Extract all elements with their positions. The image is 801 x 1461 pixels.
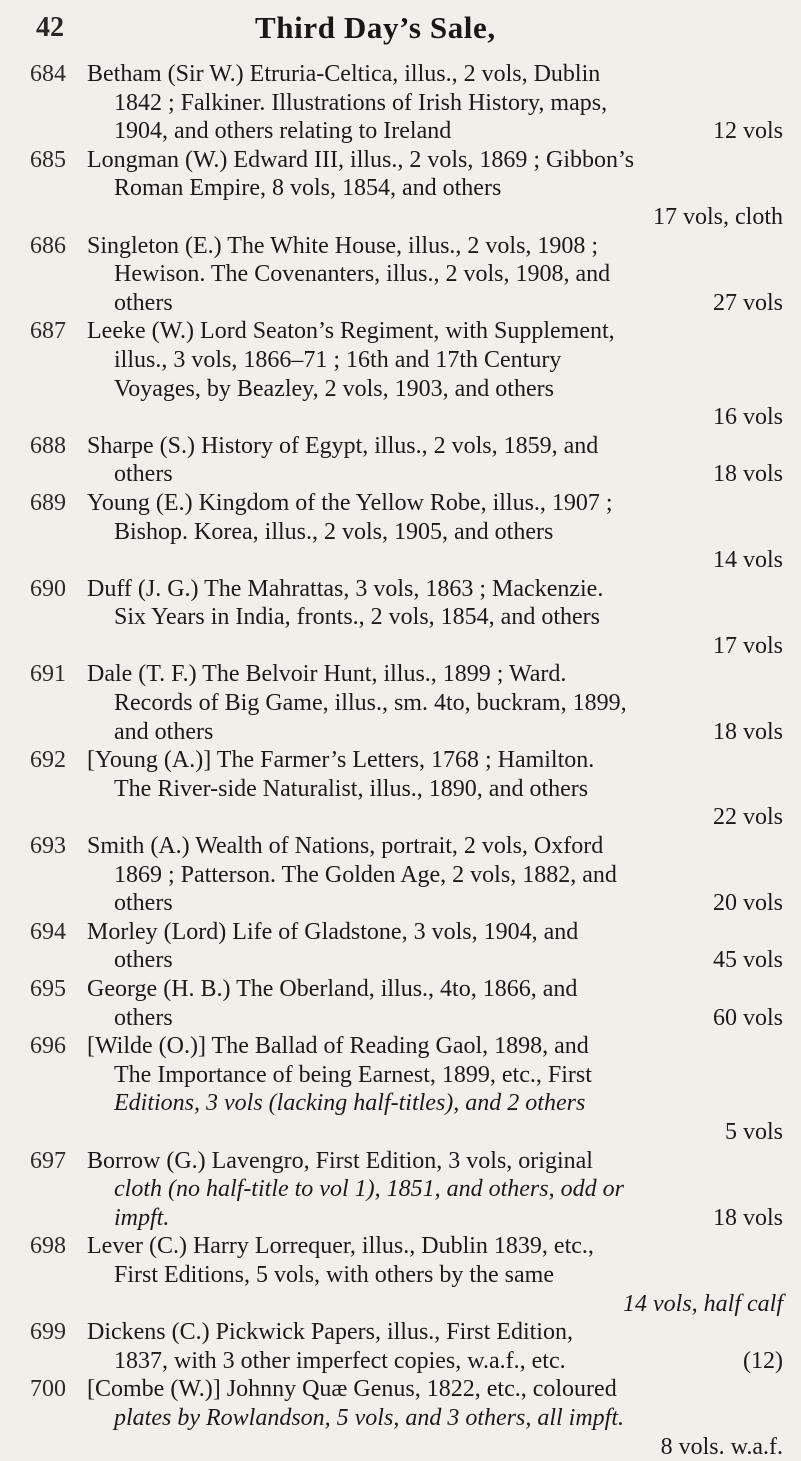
lot-number: 697	[30, 1147, 84, 1176]
lot-line: 1842 ; Falkiner. Illustrations of Irish History, maps,	[87, 89, 783, 118]
lot-line: Borrow (G.) Lavengro, First Edition, 3 vols, original	[87, 1147, 783, 1176]
lot-line: Singleton (E.) The White House, illus., 2 vols, 1908 ;	[87, 232, 783, 261]
lot-quantity: 45 vols	[713, 946, 783, 975]
lot-description	[87, 432, 783, 489]
lot-description	[87, 1318, 783, 1375]
lot-line: and others	[114, 718, 213, 747]
lot-line: Morley (Lord) Life of Gladstone, 3 vols, 1904, and	[87, 918, 783, 947]
lot-692	[0, 746, 801, 832]
lot-quantity: 27 vols	[713, 289, 783, 318]
lot-quantity: 60 vols	[713, 1004, 783, 1033]
lot-quantity: 18 vols	[713, 460, 783, 489]
lot-quantity: 8 vols. w.a.f.	[87, 1433, 783, 1461]
lot-number: 693	[30, 832, 84, 861]
lot-description	[87, 975, 783, 1032]
lot-line: others	[114, 946, 173, 975]
lot-line: Betham (Sir W.) Etruria-Celtica, illus., 2 vols, Dublin	[87, 60, 783, 89]
lot-description	[87, 918, 783, 975]
lot-number: 692	[30, 746, 84, 775]
lot-line: illus., 3 vols, 1866–71 ; 16th and 17th Century	[87, 346, 783, 375]
lot-description	[87, 1375, 783, 1461]
lot-line: Roman Empire, 8 vols, 1854, and others	[87, 174, 783, 203]
lot-line: Editions, 3 vols (lacking half-titles), and 2 others	[87, 1089, 783, 1118]
lot-line: 1869 ; Patterson. The Golden Age, 2 vols, 1882, and	[87, 861, 783, 890]
lot-line: others	[114, 460, 173, 489]
lot-line: Dickens (C.) Pickwick Papers, illus., First Edition,	[87, 1318, 783, 1347]
lot-685	[0, 146, 801, 232]
lot-686	[0, 232, 801, 318]
lot-number: 695	[30, 975, 84, 1004]
lot-quantity: 12 vols	[713, 117, 783, 146]
lot-691	[0, 660, 801, 746]
lot-number: 690	[30, 575, 84, 604]
lot-line: Hewison. The Covenanters, illus., 2 vols, 1908, and	[87, 260, 783, 289]
lot-line: Duff (J. G.) The Mahrattas, 3 vols, 1863 ; Mackenzie.	[87, 575, 783, 604]
lot-695	[0, 975, 801, 1032]
lot-line: Young (E.) Kingdom of the Yellow Robe, illus., 1907 ;	[87, 489, 783, 518]
lot-quantity: 22 vols	[87, 803, 783, 832]
lot-quantity: 18 vols	[713, 718, 783, 747]
lot-697	[0, 1147, 801, 1233]
lot-description	[87, 1232, 783, 1318]
lot-quantity: 17 vols	[87, 632, 783, 661]
lot-quantity: 16 vols	[87, 403, 783, 432]
lot-quantity: 5 vols	[87, 1118, 783, 1147]
lot-line: 1837, with 3 other imperfect copies, w.a.f., etc.	[114, 1347, 566, 1376]
lot-line: George (H. B.) The Oberland, illus., 4to, 1866, and	[87, 975, 783, 1004]
lot-line: Dale (T. F.) The Belvoir Hunt, illus., 1899 ; Ward.	[87, 660, 783, 689]
lot-line: The Importance of being Earnest, 1899, etc., First	[87, 1061, 783, 1090]
lot-694	[0, 918, 801, 975]
lot-line: impft.	[114, 1204, 169, 1233]
lot-quantity: 14 vols, half calf	[87, 1290, 783, 1319]
lot-number: 687	[30, 317, 84, 346]
lot-description	[87, 746, 783, 832]
lot-698	[0, 1232, 801, 1318]
lot-number: 699	[30, 1318, 84, 1347]
lot-line: 1904, and others relating to Ireland	[114, 117, 451, 146]
lot-line: plates by Rowlandson, 5 vols, and 3 others, all impft.	[87, 1404, 783, 1433]
lot-line: Bishop. Korea, illus., 2 vols, 1905, and others	[87, 518, 783, 547]
lot-line: Smith (A.) Wealth of Nations, portrait, 2 vols, Oxford	[87, 832, 783, 861]
lot-description	[87, 832, 783, 918]
lot-quantity: 17 vols, cloth	[87, 203, 783, 232]
lot-line: others	[114, 1004, 173, 1033]
lot-line: Voyages, by Beazley, 2 vols, 1903, and others	[87, 375, 783, 404]
lot-description	[87, 232, 783, 318]
lot-quantity: (12)	[743, 1347, 783, 1376]
lot-number: 700	[30, 1375, 84, 1404]
lot-line: others	[114, 889, 173, 918]
lot-number: 684	[30, 60, 84, 89]
page-number: 42	[36, 12, 64, 44]
lot-693	[0, 832, 801, 918]
lot-quantity: 14 vols	[87, 546, 783, 575]
lot-line: The River-side Naturalist, illus., 1890, and others	[87, 775, 783, 804]
lot-687	[0, 317, 801, 431]
lot-line: Leeke (W.) Lord Seaton’s Regiment, with Supplement,	[87, 317, 783, 346]
page-header	[0, 8, 801, 52]
lot-list	[0, 60, 801, 1461]
lot-number: 694	[30, 918, 84, 947]
lot-description	[87, 489, 783, 575]
lot-description	[87, 60, 783, 146]
page-title: Third Day’s Sale,	[255, 10, 496, 46]
lot-line: Six Years in India, fronts., 2 vols, 1854, and others	[87, 603, 783, 632]
lot-line: [Combe (W.)] Johnny Quæ Genus, 1822, etc., coloured	[87, 1375, 783, 1404]
lot-number: 698	[30, 1232, 84, 1261]
lot-description	[87, 146, 783, 232]
lot-line: [Young (A.)] The Farmer’s Letters, 1768 ; Hamilton.	[87, 746, 783, 775]
lot-line: Longman (W.) Edward III, illus., 2 vols, 1869 ; Gibbon’s	[87, 146, 783, 175]
lot-number: 691	[30, 660, 84, 689]
lot-number: 686	[30, 232, 84, 261]
lot-quantity: 18 vols	[713, 1204, 783, 1233]
lot-line: Records of Big Game, illus., sm. 4to, buckram, 1899,	[87, 689, 783, 718]
lot-number: 696	[30, 1032, 84, 1061]
lot-quantity: 20 vols	[713, 889, 783, 918]
lot-700	[0, 1375, 801, 1461]
lot-description	[87, 660, 783, 746]
lot-number: 685	[30, 146, 84, 175]
lot-number: 688	[30, 432, 84, 461]
lot-description	[87, 1032, 783, 1146]
lot-690	[0, 575, 801, 661]
lot-699	[0, 1318, 801, 1375]
lot-line: Lever (C.) Harry Lorrequer, illus., Dublin 1839, etc.,	[87, 1232, 783, 1261]
lot-696	[0, 1032, 801, 1146]
lot-684	[0, 60, 801, 146]
lot-688	[0, 432, 801, 489]
lot-line: others	[114, 289, 173, 318]
lot-line: [Wilde (O.)] The Ballad of Reading Gaol, 1898, and	[87, 1032, 783, 1061]
lot-description	[87, 317, 783, 431]
lot-689	[0, 489, 801, 575]
lot-description	[87, 575, 783, 661]
lot-line: First Editions, 5 vols, with others by the same	[87, 1261, 783, 1290]
lot-description	[87, 1147, 783, 1233]
lot-number: 689	[30, 489, 84, 518]
lot-line: Sharpe (S.) History of Egypt, illus., 2 vols, 1859, and	[87, 432, 783, 461]
lot-line: cloth (no half-title to vol 1), 1851, and others, odd or	[87, 1175, 783, 1204]
